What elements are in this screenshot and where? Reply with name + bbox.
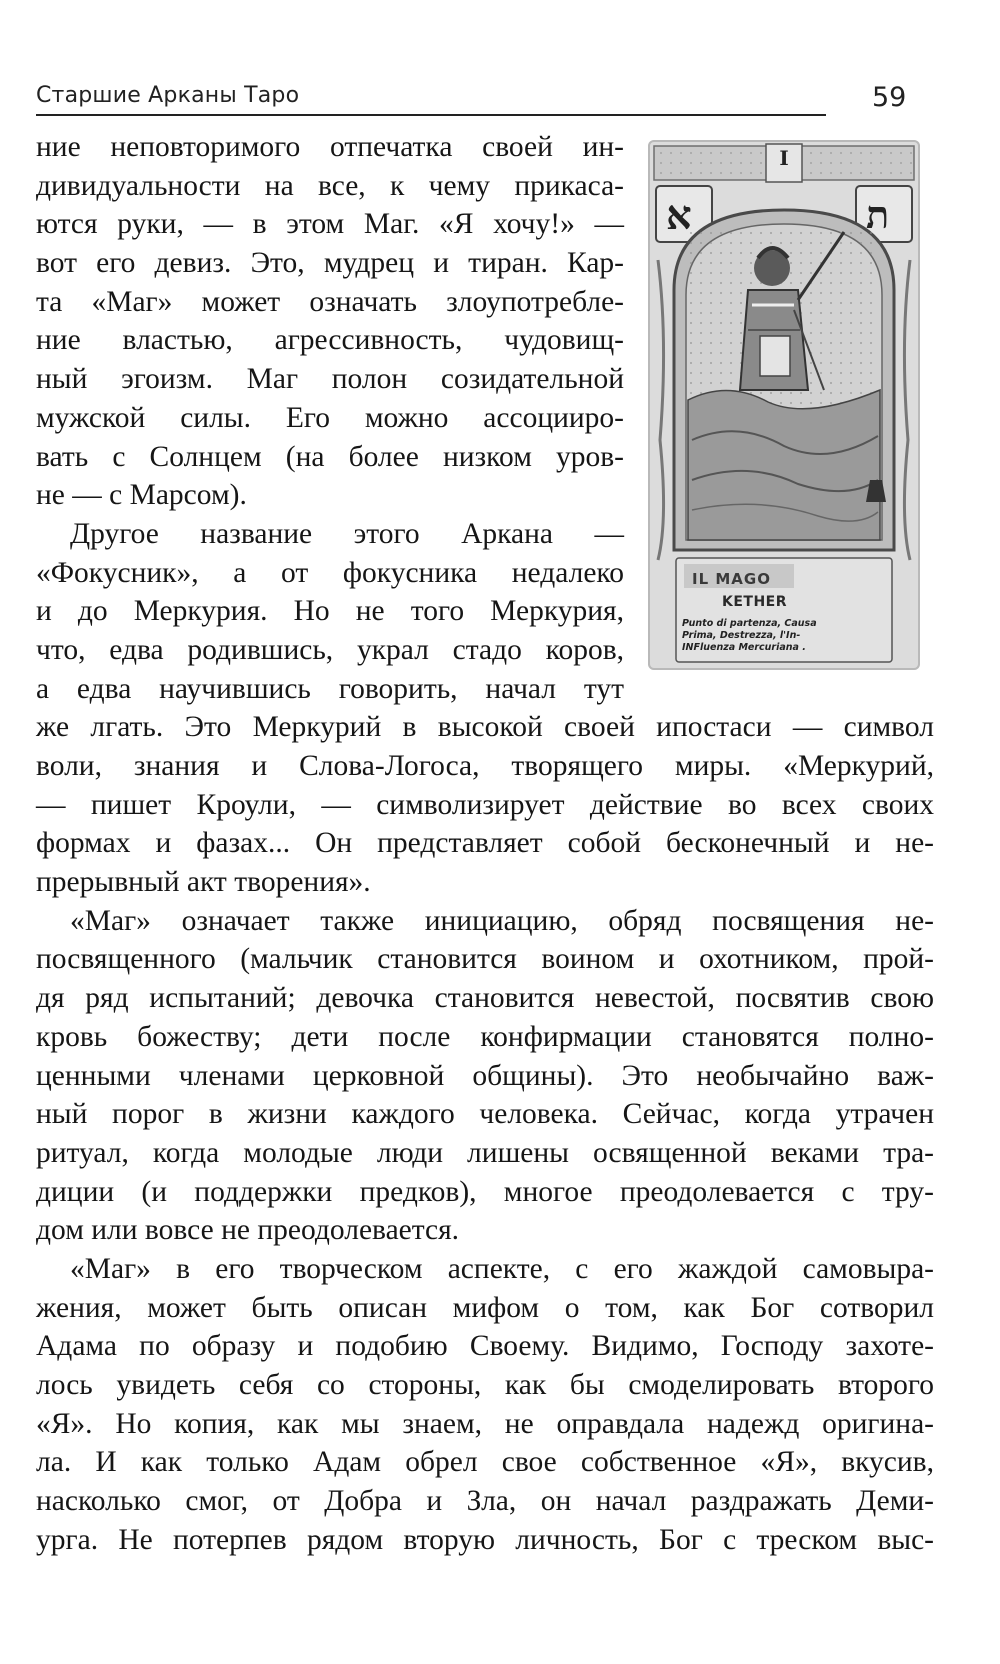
text-line: ла. И как только Адам обрел свое собственное «Я», вкусив, [36, 1446, 934, 1479]
text-line: кровь божеству; дети после конфирмации становятся полно- [36, 1020, 934, 1053]
text-line: «Я». Но копия, как мы знаем, не оправдала надежд оригина- [36, 1407, 934, 1440]
text-line: дя ряд испытаний; девочка становится невестой, посвятив свою [36, 982, 934, 1015]
text-line: жения, может быть описан мифом о том, как Бог сотворил [36, 1291, 934, 1324]
text-line: прерывный акт творения». [36, 866, 371, 899]
text-line: насколько смог, от Добра и Зла, он начал раздражать Деми- [36, 1485, 934, 1518]
text-line: вать с Солнцем (на более низком уров- [36, 440, 624, 473]
text-line: ный эгоизм. Маг полон созидательной [36, 363, 624, 396]
text-line: и до Меркурия. Но не того Меркурия, [36, 595, 624, 628]
text-line: воли, знания и Слова-Логоса, творящего миры. «Меркурий, [36, 750, 934, 782]
text-line: не — с Марсом). [36, 479, 247, 512]
text-line: же лгать. Это Меркурий в высокой своей ипостаси — символ [36, 711, 934, 744]
text-line: вот его девиз. Это, мудрец и тиран. Кар- [36, 247, 624, 280]
text-line: ритуал, когда молодые люди лишены освященной веками тра- [36, 1136, 934, 1169]
text-line: ются руки, — в этом Маг. «Я хочу!» — [36, 208, 624, 241]
card-hebrew-letter-right: ת [866, 192, 890, 237]
text-line: мужской силы. Его можно ассоцииро- [36, 401, 624, 434]
text-line: формах и фазах... Он представляет собой бесконечный и не- [36, 827, 934, 860]
card-caption-line: Prima, Destrezza, l'In- [682, 630, 801, 641]
card-caption-line: INFluenza Mercuriana . [682, 642, 806, 653]
card-number: I [779, 146, 789, 170]
text-line: а едва научившись говорить, начал тут [36, 672, 624, 705]
text-line: Адама по образу и подобию Своему. Видимо, Господу захоте- [36, 1330, 934, 1363]
text-line: ние неповторимого отпечатка своей ин- [36, 131, 624, 163]
text-line: — пишет Кроули, — символизирует действие во всех своих [36, 788, 934, 821]
text-line: ние властью, агрессивность, чудовищ- [36, 324, 624, 357]
text-line: «Фокусник», а от фокусника недалеко [36, 556, 624, 589]
text-line: лось увидеть себя со стороны, как бы смоделировать второго [36, 1369, 934, 1401]
card-hebrew-letter-left: א [666, 192, 692, 239]
running-header [36, 76, 826, 116]
text-line: ный порог в жизни каждого человека. Сейчас, когда утрачен [36, 1098, 934, 1131]
text-line: дивидуальности на все, к чему прикаса- [36, 169, 624, 202]
body-text [36, 128, 934, 1559]
text-line: посвященного (мальчик становится воином и охотником, прой- [36, 943, 934, 976]
text-line: «Маг» в его творческом аспекте, с его жаждой самовыра- [70, 1252, 934, 1285]
text-line: та «Маг» может означать злоупотребле- [36, 285, 624, 318]
text-line: ценными членами церковной общины). Это необычайно важ- [36, 1059, 934, 1092]
text-line: дом или вовсе не преодолевается. [36, 1214, 460, 1247]
text-line: Другое название этого Аркана — [70, 517, 624, 550]
running-title: Старшие Арканы Таро [36, 83, 300, 108]
card-sefira: KETHER [722, 594, 788, 610]
page-number: 59 [872, 82, 907, 113]
text-line: диции (и поддержки предков), многое преодолевается с тру- [36, 1175, 934, 1208]
text-line: что, едва родившись, украл стадо коров, [36, 633, 624, 666]
text-line: «Маг» означает также инициацию, обряд посвящения не- [70, 904, 934, 937]
text-line: урга. Не потерпев рядом вторую личность, Бог с треском выс- [36, 1523, 934, 1556]
card-name: IL MAGO [692, 570, 771, 588]
card-caption-line: Punto di partenza, Causa [682, 618, 817, 629]
